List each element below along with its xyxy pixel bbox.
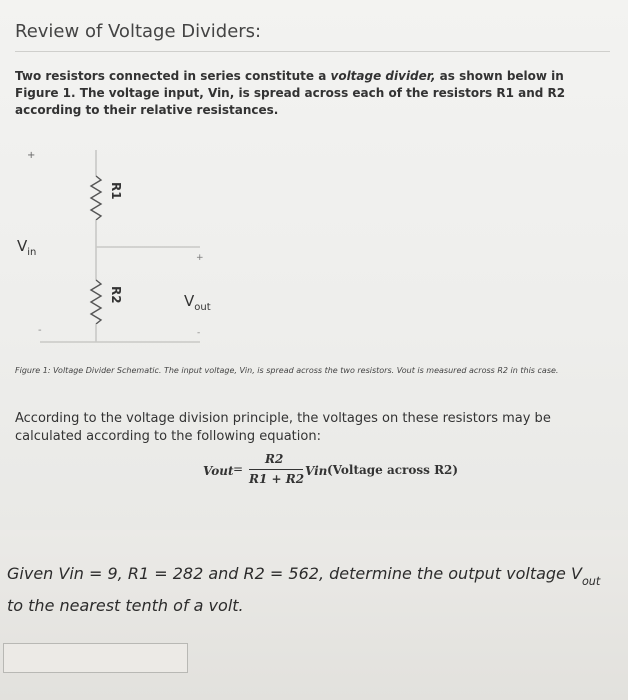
equation-equals: = <box>233 462 244 476</box>
title-divider <box>15 51 610 52</box>
plus-out-terminal: + <box>196 253 204 263</box>
minus-left-terminal: - <box>38 325 42 336</box>
question-text <box>7 562 617 618</box>
equation-lhs: Vout <box>203 464 234 478</box>
question-subscript: out <box>581 575 601 588</box>
r2-label: R2 <box>109 286 123 304</box>
r2-resistor <box>91 280 101 324</box>
equation-numerator: R2 <box>265 452 284 466</box>
vout-label-sub: out <box>194 302 211 313</box>
r1-label: R1 <box>109 182 123 200</box>
intro-text-1: Two resistors connected in series constitute a <box>15 69 331 83</box>
vin-label-sub: in <box>27 247 37 258</box>
voltage-divider-schematic <box>0 130 260 355</box>
intro-emphasis: voltage divider, <box>330 69 436 83</box>
page-title: Review of Voltage Dividers: <box>15 21 262 42</box>
intro-text-2: as shown below in Figure 1. The voltage input, Vin, is spread across each of the resistors R1 and R2 according to their relative resistances. <box>15 69 566 117</box>
figure-caption: Figure 1: Voltage Divider Schematic. The input voltage, Vin, is spread across the two resistors. Vout is measured across R2 in this case. <box>15 366 559 375</box>
principle-paragraph: According to the voltage division principle, the voltages on these resistors may be calculated according to the following equation: <box>15 411 551 444</box>
fraction-bar <box>249 469 303 470</box>
vout-label <box>184 292 211 313</box>
equation-note: (Voltage across R2) <box>327 463 459 477</box>
vin-label-main: V <box>17 237 28 255</box>
equation-denominator: R1 + R2 <box>249 472 305 486</box>
intro-paragraph <box>15 68 605 119</box>
r1-resistor <box>91 176 101 220</box>
equation-vin: Vin <box>305 464 328 478</box>
vin-label <box>17 237 36 258</box>
vout-label-main: V <box>184 292 195 310</box>
plus-top-terminal: + <box>27 150 36 161</box>
question-part-2: to the nearest tenth of a volt. <box>7 596 244 615</box>
answer-input[interactable] <box>3 643 188 673</box>
minus-out-terminal: - <box>197 328 201 338</box>
question-part-1: Given Vin = 9, R1 = 282 and R2 = 562, determine the output voltage V <box>7 564 582 583</box>
